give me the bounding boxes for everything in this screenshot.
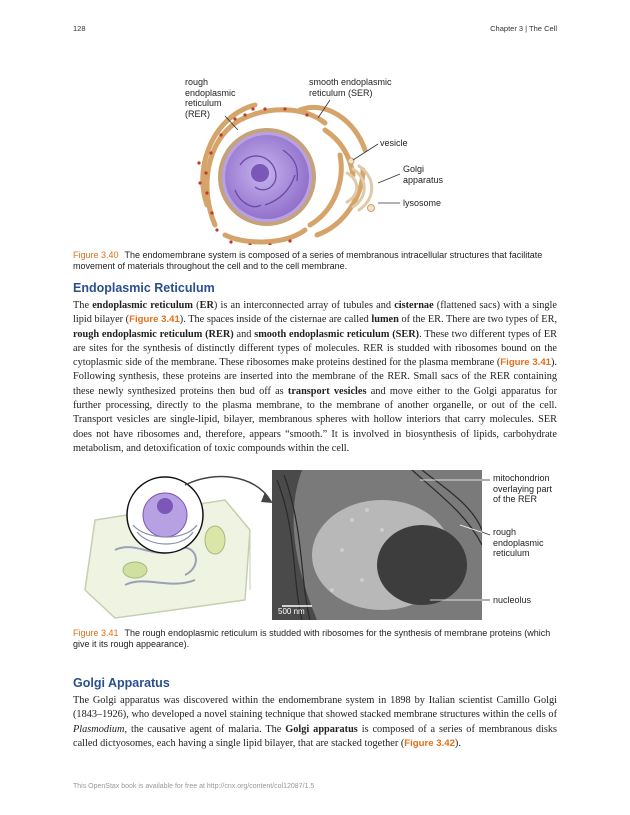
figure2-leader-lines [0,460,630,620]
text-run: . These two different types of ER are sites for the synthesis of distinctly different types of molecules. RER is studded with ribosomes bound on the cytoplasmic side of the membrane. These ribosomes make proteins destined for the plasma membrane ( [73,328,557,369]
text-run: , the causative agent of malaria. The [124,723,286,735]
label-mito-line: of the RER [493,494,538,504]
text-run: of the ER. There are two types of ER, [398,314,558,326]
label-ser-line: smooth endoplasmic [309,77,392,87]
text-run: The Golgi apparatus was discovered within the endomembrane system in 1898 by Italian scientist Camillo Golgi (1843–1926), who developed a novel staining technique that showed stacked membrane structures within the cells of [73,695,557,721]
label-mito-line: mitochondrion [493,473,550,483]
figure-ref-link[interactable]: Figure 3.41 [129,314,180,326]
label-vesicle: vesicle [380,138,408,148]
chapter-title: Chapter 3 | The Cell [490,24,557,33]
text-run: ). Following synthesis, these proteins are inserted into the membrane of the RER. Small sacs of the RER containing these newly synthesized proteins then bud off as [73,357,558,397]
caption-text: The rough endoplasmic reticulum is studded with ribosomes for the synthesis of membrane proteins (which give it its rough appearance). [73,628,551,649]
label-lysosome: lysosome [403,198,442,208]
figure-ref-link[interactable]: Figure 3.41 [500,357,551,369]
section-heading-golgi: Golgi Apparatus [73,676,170,690]
term-transport-vesicles: transport vesicles [287,385,367,397]
text-run: (flattened sacs) with a single lipid bilayer ( [73,300,557,326]
figure-number: Figure 3.41 [73,628,119,638]
term-ser: smooth endoplasmic reticulum (SER) [254,328,420,340]
er-paragraph [73,299,557,456]
page-footer: This OpenStax book is available for free at http://cnx.org/content/col12087/1.5 [73,783,315,790]
label-golgi-line: Golgi [403,164,425,174]
text-run: ( [192,300,200,311]
figure-3-40-caption [73,250,553,272]
term-er: ER [199,300,214,311]
term-golgi-apparatus: Golgi apparatus [285,723,358,735]
label-rer-line: rough [493,527,517,537]
term-endoplasmic-reticulum: endoplasmic reticulum [92,300,193,311]
term-cisternae: cisternae [394,300,434,311]
label-golgi-line: apparatus [403,174,444,185]
label-rer-line: endoplasmic [493,537,544,548]
page-number: 128 [73,24,86,33]
figure1-leader-lines [0,0,630,260]
text-run: ). [454,737,461,749]
label-mito-line: overlaying part [493,483,553,494]
figure-3-41-caption [73,628,553,650]
label-rer-line: reticulum [493,548,530,558]
label-ser-line: reticulum (SER) [309,87,373,98]
figure-ref-link[interactable]: Figure 3.42 [404,737,455,749]
label-rer-line: reticulum [185,98,222,108]
text-run: ) is an interconnected array of tubules and [213,300,395,311]
text-run: ). The spaces inside of the cisternae are called [179,314,372,326]
term-plasmodium: Plasmodium [73,723,125,735]
text-run: and move either to the Golgi apparatus for further processing, directly to the plasma membrane, to the membrane of another organelle, or out of the cell. Transport vesicles are single-lipid, bilayer, membranous spheres with hollow interiors that carry molecules. SER does not have ribosomes and, therefore, appears “smooth.” It is involved in biosynthesis of lipids, carbohydrate metabolism, and detoxification of toxic compounds within the cell. [73,385,557,454]
text-run: is composed of a series of membranous disks called dictyosomes, each having a single lipid bilayer, that are stacked together ( [73,723,558,749]
figure-number: Figure 3.40 [73,250,119,260]
section-heading-er: Endoplasmic Reticulum [73,281,215,295]
label-rer-line: rough [185,77,209,87]
scale-bar-label: 500 nm [278,607,305,616]
term-rer: rough endoplasmic reticulum (RER) [73,328,234,340]
label-rer-line: (RER) [185,108,210,119]
golgi-paragraph [73,694,557,751]
term-lumen: lumen [371,314,399,326]
text-run: and [233,328,255,340]
label-nucleolus: nucleolus [493,595,532,605]
label-rer-line: endoplasmic [185,87,236,98]
caption-text: The endomembrane system is composed of a series of membranous intracellular structures that facilitate movement of materials throughout the cell and to the cell membrane. [73,250,543,271]
text-run: The [73,300,93,311]
